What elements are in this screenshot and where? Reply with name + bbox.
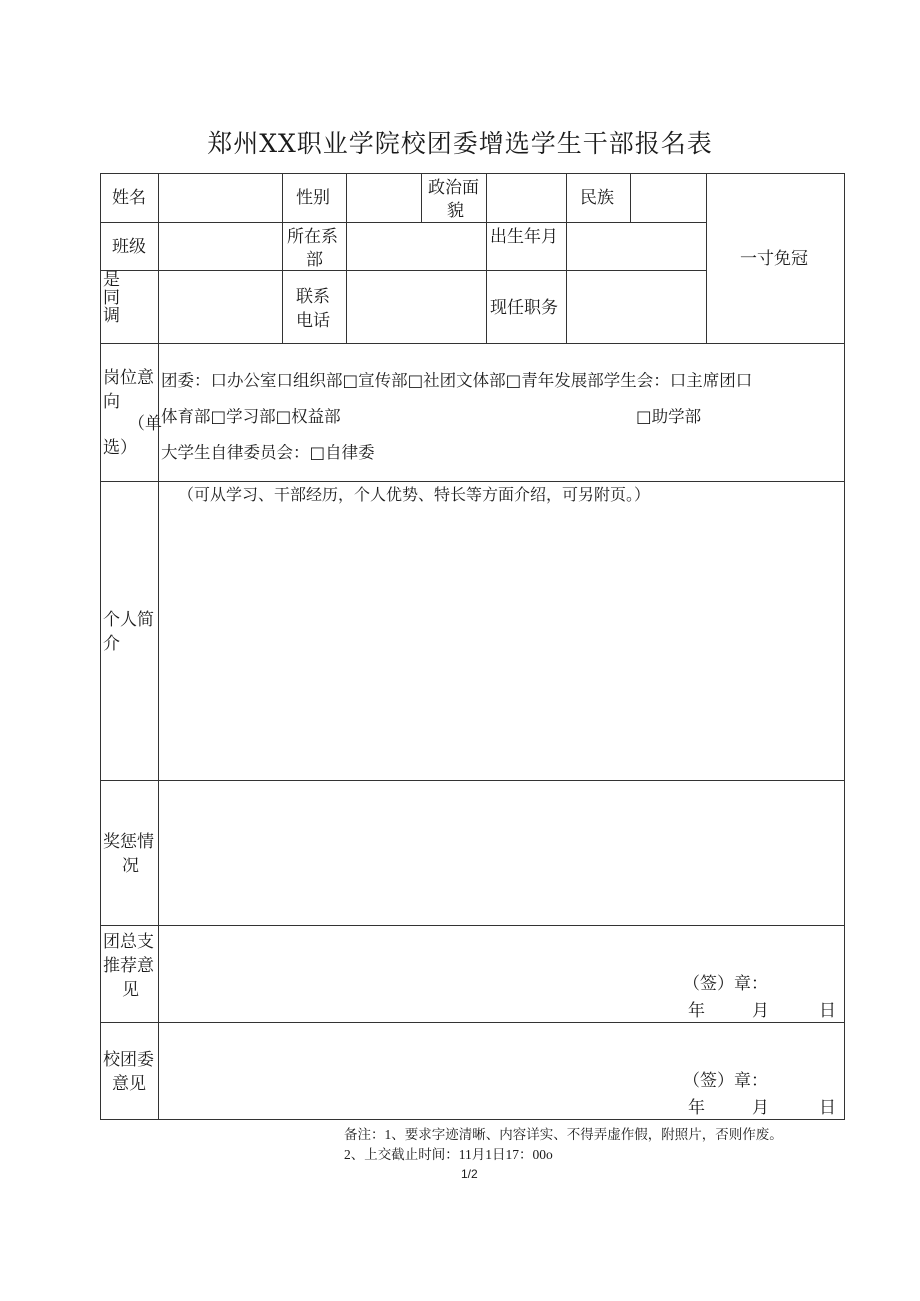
intent-options-line1: 团委：口办公室口组织部□宣传部□社团文体部□青年发展部学生会：口主席团口: [161, 371, 753, 390]
rule: [100, 1119, 845, 1120]
ethnicity-label: 民族: [580, 188, 614, 208]
awards-label-line2: 况: [122, 856, 139, 876]
branch-day: 日: [819, 1001, 836, 1021]
politics-label-line1: 政治面: [428, 178, 479, 198]
transfer-label-line3: 调: [103, 306, 120, 326]
intent-options-line3: 大学生自律委员会：□自律委: [161, 443, 375, 462]
rule: [282, 173, 283, 343]
school-day: 日: [819, 1098, 836, 1118]
school-month: 月: [752, 1098, 769, 1118]
intent-label-line4: 选）: [103, 438, 137, 458]
rule: [421, 173, 422, 222]
school-label-line2: 意见: [112, 1074, 146, 1094]
phone-label-line2: 电话: [296, 311, 330, 331]
rule: [100, 925, 845, 926]
rule: [630, 173, 631, 222]
form-title: 郑州XX职业学院校团委增选学生干部报名表: [207, 129, 713, 158]
branch-month: 月: [752, 1001, 769, 1021]
class-label: 班级: [112, 237, 146, 257]
phone-label-line1: 联系: [296, 287, 330, 307]
politics-label-line2: 貌: [447, 201, 464, 221]
branch-label-line2: 推荐意: [103, 956, 154, 976]
name-label: 姓名: [112, 188, 146, 208]
rule: [486, 173, 487, 343]
rule: [346, 173, 347, 343]
rule: [100, 343, 845, 344]
branch-label-line3: 见: [122, 980, 139, 1000]
intent-label-line2: 向: [103, 392, 120, 412]
dept-label-line2: 部: [306, 250, 323, 270]
rule: [566, 173, 567, 343]
intent-label-line1: 岗位意: [103, 368, 154, 388]
intent-options-line2b: □助学部: [636, 407, 702, 426]
position-label: 现任职务: [490, 298, 558, 318]
rule: [100, 173, 101, 1119]
birth-label: 出生年月: [490, 227, 558, 247]
rule: [844, 173, 845, 1119]
dept-label-line1: 所在系: [287, 227, 338, 247]
rule: [100, 481, 845, 482]
rule: [100, 780, 845, 781]
photo-label: 一寸免冠: [740, 249, 808, 269]
profile-label-line1: 个人简: [103, 610, 154, 630]
profile-hint: （可从学习、干部经历，个人优势、特长等方面介绍，可另附页。）: [178, 485, 651, 504]
gender-label: 性别: [296, 188, 330, 208]
branch-year: 年: [688, 1001, 705, 1021]
intent-options-line2a: 体育部□学习部□权益部: [161, 407, 341, 426]
transfer-label-line1: 是: [103, 270, 120, 290]
note-line1: 备注：1、要求字迹清晰、内容详实、不得弄虚作假，附照片，否则作废。: [344, 1127, 783, 1142]
note-line2: 2、上交截止时间：11月1日17：00o: [344, 1147, 553, 1162]
rule: [100, 173, 845, 174]
rule: [100, 270, 706, 271]
profile-label-line2: 介: [103, 634, 120, 654]
rule: [158, 173, 159, 1119]
school-label-line1: 校团委: [103, 1050, 154, 1070]
branch-label-line1: 团总支: [103, 932, 154, 952]
intent-label-line3: （单: [128, 414, 162, 434]
rule: [100, 222, 706, 223]
page-number: 1/2: [461, 1167, 478, 1181]
awards-label-line1: 奖惩情: [103, 832, 154, 852]
school-sign: （签）章：: [683, 1071, 768, 1091]
school-year: 年: [688, 1098, 705, 1118]
rule: [100, 1022, 845, 1023]
rule: [706, 173, 707, 343]
transfer-label-line2: 同: [103, 288, 120, 308]
branch-sign: （签）章：: [683, 974, 768, 994]
